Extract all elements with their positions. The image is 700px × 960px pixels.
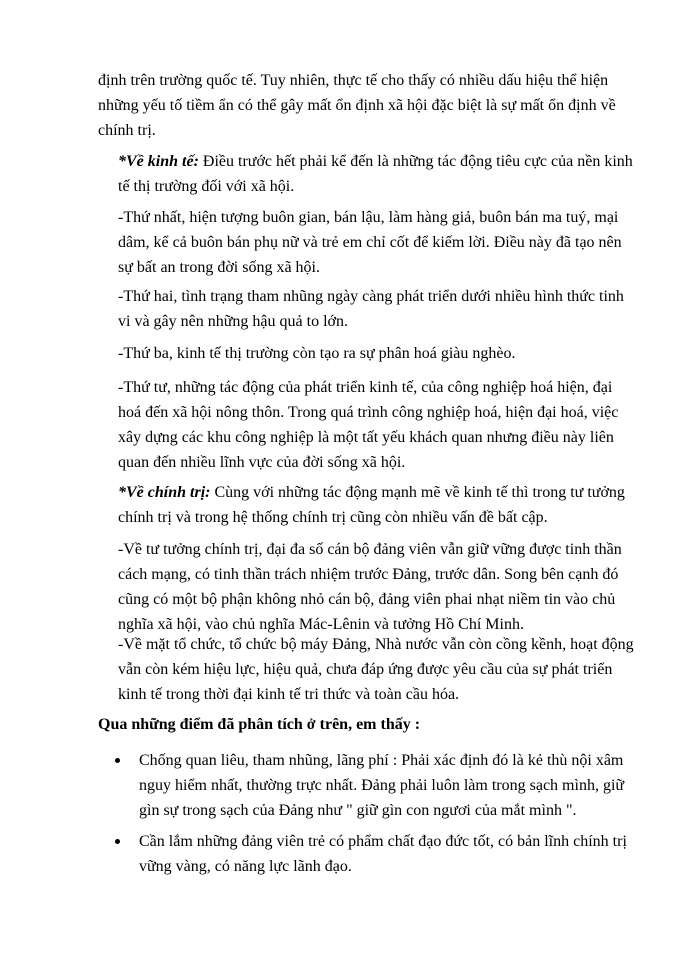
politics-label: *Về chính trị: — [118, 484, 211, 501]
conclusion-heading: Qua những điểm đã phân tích ở trên, em thấy : — [98, 716, 421, 733]
point-third-paragraph: -Thứ ba, kinh tế thị trường còn tạo ra sự phân hoá giàu nghèo. — [118, 345, 516, 362]
point-first-paragraph: -Thứ nhất, hiện tượng buôn gian, bán lậu, làm hàng giả, buôn bán ma tuý, mại dâm, kể cả buôn bán phụ nữ và trẻ em chỉ cốt để kiếm lời. Điều này đã tạo nên sự bất an trong đời sống xã hội. — [118, 209, 622, 276]
bullet-icon — [115, 758, 120, 763]
ideology-paragraph: -Về tư tưởng chính trị, đại đa số cán bộ đảng viên vẫn giữ vững được tinh thần cách mạng, có tinh thần trách nhiệm trước Đảng, trước dân. Song bên cạnh đó cũng có một bộ phận không nhỏ cán bộ, đảng viên phai nhạt niềm tin vào chủ nghĩa xã hội, vào chủ nghĩa Mác-Lênin và tưởng Hồ Chí Minh. — [118, 541, 622, 633]
economy-text: Điều trước hết phải kể đến là những tác động tiêu cực của nền kinh tế thị trường đối với xã hội. — [118, 153, 633, 195]
bullet-list-first — [115, 748, 645, 823]
bullet-text: Cần lắm những đảng viên trẻ có phẩm chất đạo đức tốt, có bản lĩnh chính trị vững vàng, có năng lực lãnh đạo. — [139, 833, 627, 875]
point-second-paragraph: -Thứ hai, tình trạng tham nhũng ngày càng phát triển dưới nhiều hình thức tinh vi và gây nên những hậu quả to lớn. — [118, 288, 624, 330]
point-fourth-paragraph: -Thứ tư, những tác động của phát triển kinh tế, của công nghiệp hoá hiện, đại hoá đến xã hội nông thôn. Trong quá trình công nghiệp hoá, hiện đại hoá, việc xây dựng các khu công nghiệp là một tất yếu khách quan nhưng điều này liên quan đến nhiều lĩnh vực của đời sống xã hội. — [118, 379, 619, 471]
economy-paragraph — [118, 149, 638, 199]
bullet-text: Chống quan liêu, tham nhũng, lãng phí : Phải xác định đó là kẻ thù nội xâm nguy hiểm nhất, thường trực nhất. Đảng phải luôn làm trong sạch mình, giữ gìn sự trong sạch của Đảng như " giữ gìn con ngươi của mắt mình ". — [139, 752, 625, 819]
intro-paragraph: định trên trường quốc tế. Tuy nhiên, thực tế cho thấy có nhiều dấu hiệu thể hiện những yếu tố tiềm ẩn có thể gây mất ổn định xã hội đặc biệt là sự mất ổn định về chính trị. — [98, 72, 616, 139]
politics-text: Cùng với những tác động mạnh mẽ về kinh tế thì trong tư tưởng chính trị và trong hệ thống chính trị cũng còn nhiều vấn đề bất cập. — [118, 484, 625, 526]
politics-paragraph — [118, 480, 638, 530]
list-item — [115, 748, 645, 823]
organization-paragraph: -Về mặt tổ chức, tổ chức bộ máy Đảng, Nhà nước vẫn còn cồng kềnh, hoạt động vẫn còn kém hiệu lực, hiệu quả, chưa đáp ứng được yêu cầu của sự phát triển kinh tế trong thời đại kinh tế tri thức và toàn cầu hóa. — [118, 636, 634, 703]
economy-label: *Về kinh tế: — [118, 153, 199, 170]
bullet-list-second — [115, 829, 645, 879]
bullet-icon — [115, 839, 120, 844]
list-item — [115, 829, 645, 879]
